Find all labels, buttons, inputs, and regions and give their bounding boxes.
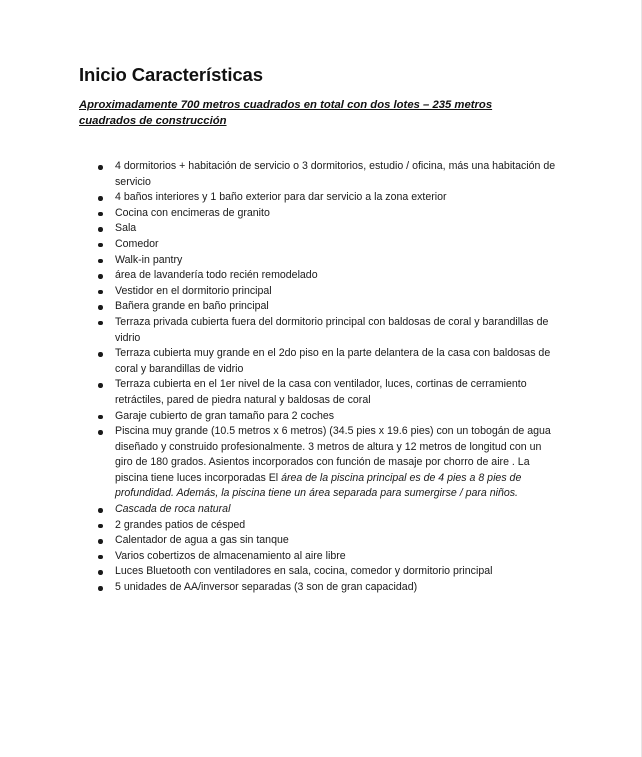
list-item	[98, 533, 558, 549]
list-item	[98, 377, 558, 408]
list-item	[98, 346, 558, 377]
document-title: Inicio Características	[79, 64, 263, 85]
bullet-icon	[98, 586, 103, 591]
bullet-icon	[98, 415, 103, 420]
list-item-text: Terraza cubierta muy grande en el 2do piso en la parte delantera de la casa con baldosas de coral y barandillas de vidrio	[115, 347, 551, 375]
list-item-text: Terraza cubierta en el 1er nivel de la casa con ventilador, luces, cortinas de cerramiento retráctiles, pared de piedra natural y baldosas de coral	[115, 378, 527, 406]
list-item	[98, 518, 558, 534]
list-item	[98, 580, 558, 596]
list-item	[98, 284, 558, 300]
bullet-icon	[98, 165, 103, 170]
list-item	[98, 221, 558, 237]
bullet-icon	[98, 196, 103, 201]
bullet-icon	[98, 305, 103, 310]
list-item-italic-text: área de la piscina principal es de 4 pies a 8 pies de profundidad. Además, la piscina tiene un área separada para sumergirse / para niños.	[115, 471, 522, 500]
list-item	[98, 502, 558, 518]
bullet-icon	[98, 383, 103, 388]
list-item-text: 4 dormitorios + habitación de servicio o 3 dormitorios, estudio / oficina, más una habitación de servicio	[115, 160, 556, 188]
list-item	[98, 190, 558, 206]
list-item	[98, 237, 558, 253]
list-item	[98, 253, 558, 269]
list-item	[98, 409, 558, 425]
list-item	[98, 424, 558, 502]
bullet-icon	[98, 274, 103, 279]
bullet-icon	[98, 430, 103, 435]
list-item-text: Luces Bluetooth con ventiladores en sala, cocina, comedor y dormitorio principal	[115, 565, 493, 578]
list-item-text: Piscina muy grande (10.5 metros x 6 metros) (34.5 pies x 19.6 pies) con un tobogán de agua diseñado y construido profesionalmente. 3 metros de altura y 12 metros de longitud con un giro de 180 grados. Asientos incorporados con función de masaje por chorro de aire . La piscina tiene luces incorporadas El	[115, 425, 551, 484]
bullet-icon	[98, 524, 103, 529]
list-item-text: 5 unidades de AA/inversor separadas (3 son de gran capacidad)	[115, 581, 418, 594]
list-item	[98, 299, 558, 315]
list-item-text: Bañera grande en baño principal	[115, 300, 269, 313]
list-item-text: Varios cobertizos de almacenamiento al aire libre	[115, 549, 346, 562]
list-item-text: Garaje cubierto de gran tamaño para 2 coches	[115, 409, 335, 422]
list-item-text: Terraza privada cubierta fuera del dormitorio principal con baldosas de coral y barandillas de vidrio	[115, 315, 549, 344]
bullet-icon	[98, 227, 103, 232]
bullet-icon	[98, 290, 103, 295]
features-list	[98, 159, 558, 596]
list-item	[98, 564, 558, 580]
bullet-icon	[98, 508, 103, 513]
bullet-icon	[98, 570, 103, 575]
list-item	[98, 206, 558, 222]
list-item	[98, 315, 558, 346]
list-item-italic-text: Cascada de roca natural	[115, 503, 231, 516]
list-item-text: área de lavandería todo recién remodelado	[115, 269, 318, 282]
list-item-text: Sala	[115, 222, 137, 235]
list-item-text: 2 grandes patios de césped	[115, 518, 246, 531]
bullet-icon	[98, 555, 103, 560]
list-item	[98, 549, 558, 565]
bullet-icon	[98, 321, 103, 326]
bullet-icon	[98, 212, 103, 217]
list-item-text: Calentador de agua a gas sin tanque	[115, 534, 289, 547]
list-item-text: 4 baños interiores y 1 baño exterior para dar servicio a la zona exterior	[115, 191, 447, 204]
list-item-text: Comedor	[115, 237, 159, 250]
bullet-icon	[98, 243, 103, 248]
bullet-icon	[98, 352, 103, 357]
list-item-text: Vestidor en el dormitorio principal	[115, 284, 272, 297]
list-item	[98, 159, 558, 190]
list-item	[98, 268, 558, 284]
list-item-text: Cocina con encimeras de granito	[115, 206, 270, 219]
bullet-icon	[98, 539, 103, 544]
document-subtitle: Aproximadamente 700 metros cuadrados en total con dos lotes – 235 metros cuadrados de construcción	[79, 99, 493, 127]
bullet-icon	[98, 259, 103, 264]
list-item-text: Walk-in pantry	[115, 253, 183, 266]
